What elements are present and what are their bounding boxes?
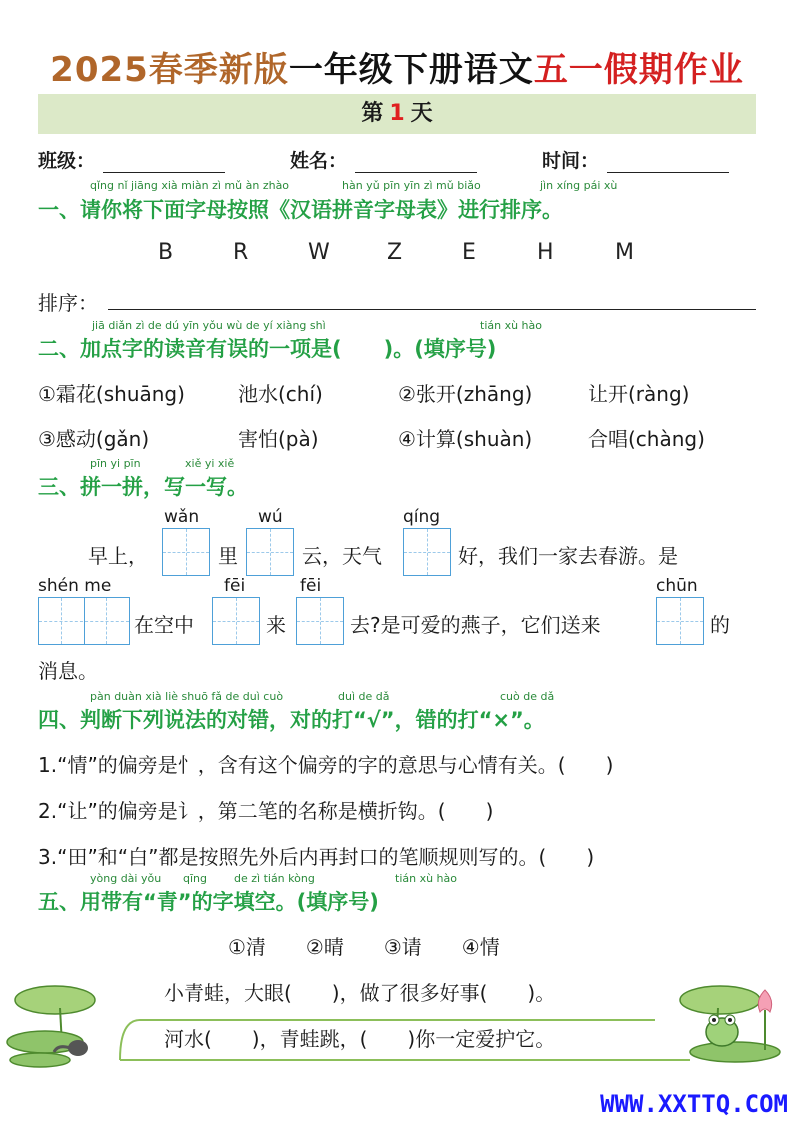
q3-text: 早上， — [88, 544, 148, 568]
q2-pinyin-2: tián xù hào — [480, 319, 542, 332]
writing-box[interactable] — [296, 597, 344, 645]
q1-heading: 一、请你将下面字母按照《汉语拼音字母表》进行排序。 — [38, 198, 563, 222]
q2-option: ④计算(shuàn) — [398, 427, 533, 451]
name-label: 姓名： — [290, 150, 348, 172]
q4-item: 1.“情”的偏旁是忄，含有这个偏旁的字的意思与心情有关。( ) — [38, 753, 614, 777]
q2-option: 池水(chí) — [238, 382, 323, 406]
q4-pinyin-2: duì de dǎ — [338, 690, 390, 703]
letter-4: Z — [387, 240, 403, 265]
name-field[interactable] — [290, 146, 477, 173]
q3-text: 好，我们一家去春游。是 — [458, 544, 678, 568]
box-pinyin: fēi — [224, 576, 246, 596]
name-blank[interactable] — [355, 152, 477, 173]
writing-box[interactable] — [212, 597, 260, 645]
box-pinyin: wǎn — [164, 507, 200, 527]
letter-2: R — [233, 240, 249, 265]
day-suffix: 天 — [410, 101, 433, 126]
frog-icon — [706, 1015, 738, 1046]
q2-option: 合唱(chàng) — [588, 427, 705, 451]
class-field[interactable] — [38, 146, 225, 173]
q5-pinyin-4: tián xù hào — [395, 872, 457, 885]
q3-text: 来 — [266, 613, 286, 637]
time-label: 时间： — [542, 150, 600, 172]
q5-pinyin-2: qīng — [183, 872, 207, 885]
q3-text: 里 — [218, 544, 238, 568]
title-part-2: 一年级下册语文 — [288, 50, 534, 90]
day-prefix: 第 — [361, 101, 384, 126]
q2-option: 让开(ràng) — [588, 382, 690, 406]
letter-7: M — [615, 240, 634, 265]
letter-1: B — [158, 240, 174, 265]
q3-pinyin-2: xiě yi xiě — [185, 457, 235, 470]
writing-box[interactable] — [246, 528, 294, 576]
q4-item: 2.“让”的偏旁是讠，第二笔的名称是横折钩。( ) — [38, 799, 494, 823]
time-blank[interactable] — [607, 152, 729, 173]
q4-heading: 四、判断下列说法的对错，对的打“√”，错的打“×”。 — [38, 708, 545, 732]
sort-label: 排序： — [38, 291, 98, 315]
letter-5: E — [462, 240, 476, 265]
q5-line: 小青蛙，大眼( )，做了很多好事( )。 — [164, 981, 556, 1005]
box-pinyin: shén me — [38, 576, 112, 596]
title-part-1: 2025春季新版 — [50, 50, 289, 90]
q3-heading: 三、拼一拼，写一写。 — [38, 475, 248, 499]
q3-text: 消息。 — [38, 659, 98, 683]
q5-options: ①清 ②晴 ③请 ④情 — [228, 935, 500, 959]
q2-option: ③感动(gǎn) — [38, 427, 150, 451]
sort-answer-line[interactable] — [108, 309, 756, 310]
writing-box[interactable] — [403, 528, 451, 576]
box-pinyin: fēi — [300, 576, 322, 596]
class-label: 班级： — [38, 150, 96, 172]
letter-6: H — [537, 240, 554, 265]
writing-box[interactable] — [656, 597, 704, 645]
q3-text: 去?是可爱的燕子，它们送来 — [350, 613, 601, 637]
q2-heading: 二、加点字的读音有误的一项是( )。(填序号) — [38, 337, 497, 361]
writing-box[interactable] — [162, 528, 210, 576]
box-pinyin: qíng — [403, 507, 441, 527]
q4-item: 3.“田”和“白”都是按照先外后内再封口的笔顺规则写的。( ) — [38, 845, 595, 869]
q5-line: 河水( )，青蛙跳，( )你一定爱护它。 — [164, 1027, 556, 1051]
q3-text: 云，天气 — [302, 544, 382, 568]
q5-heading: 五、用带有“青”的字填空。(填序号) — [38, 890, 379, 914]
day-banner — [38, 94, 756, 134]
q3-text: 在空中 — [134, 613, 194, 637]
time-field[interactable] — [542, 146, 729, 173]
q4-pinyin-3: cuò de dǎ — [500, 690, 555, 703]
q1-pinyin-1: qǐng nǐ jiāng xià miàn zì mǔ àn zhào — [90, 179, 290, 192]
watermark-url[interactable]: WWW.XXTTQ.COM — [600, 1090, 788, 1118]
day-number: 1 — [389, 101, 405, 126]
q3-text: 的 — [710, 613, 730, 637]
q4-pinyin-1: pàn duàn xià liè shuō fǎ de duì cuò — [90, 690, 284, 703]
q1-pinyin-3: jìn xíng pái xù — [540, 179, 618, 192]
q2-option: ①霜花(shuāng) — [38, 382, 185, 406]
q5-pinyin-3: de zì tián kòng — [234, 872, 315, 885]
writing-box-double[interactable] — [38, 597, 130, 645]
q1-pinyin-2: hàn yǔ pīn yīn zì mǔ biǎo — [342, 179, 481, 192]
title-part-3: 五一假期作业 — [533, 50, 744, 90]
q5-pinyin-1: yòng dài yǒu — [90, 872, 162, 885]
class-blank[interactable] — [103, 152, 225, 173]
lotus-flower-icon — [758, 990, 771, 1050]
q3-pinyin-1: pīn yi pīn — [90, 457, 141, 470]
letter-3: W — [308, 240, 330, 265]
q2-option: 害怕(pà) — [238, 427, 319, 451]
pond-border-illustration — [0, 960, 794, 1070]
q2-pinyin-1: jiā diǎn zì de dú yīn yǒu wù de yí xiàng shì — [92, 319, 326, 332]
q2-option: ②张开(zhāng) — [398, 382, 533, 406]
box-pinyin: wú — [258, 507, 283, 527]
letter-row — [0, 240, 794, 270]
box-pinyin: chūn — [656, 576, 698, 596]
page-title — [0, 42, 794, 91]
